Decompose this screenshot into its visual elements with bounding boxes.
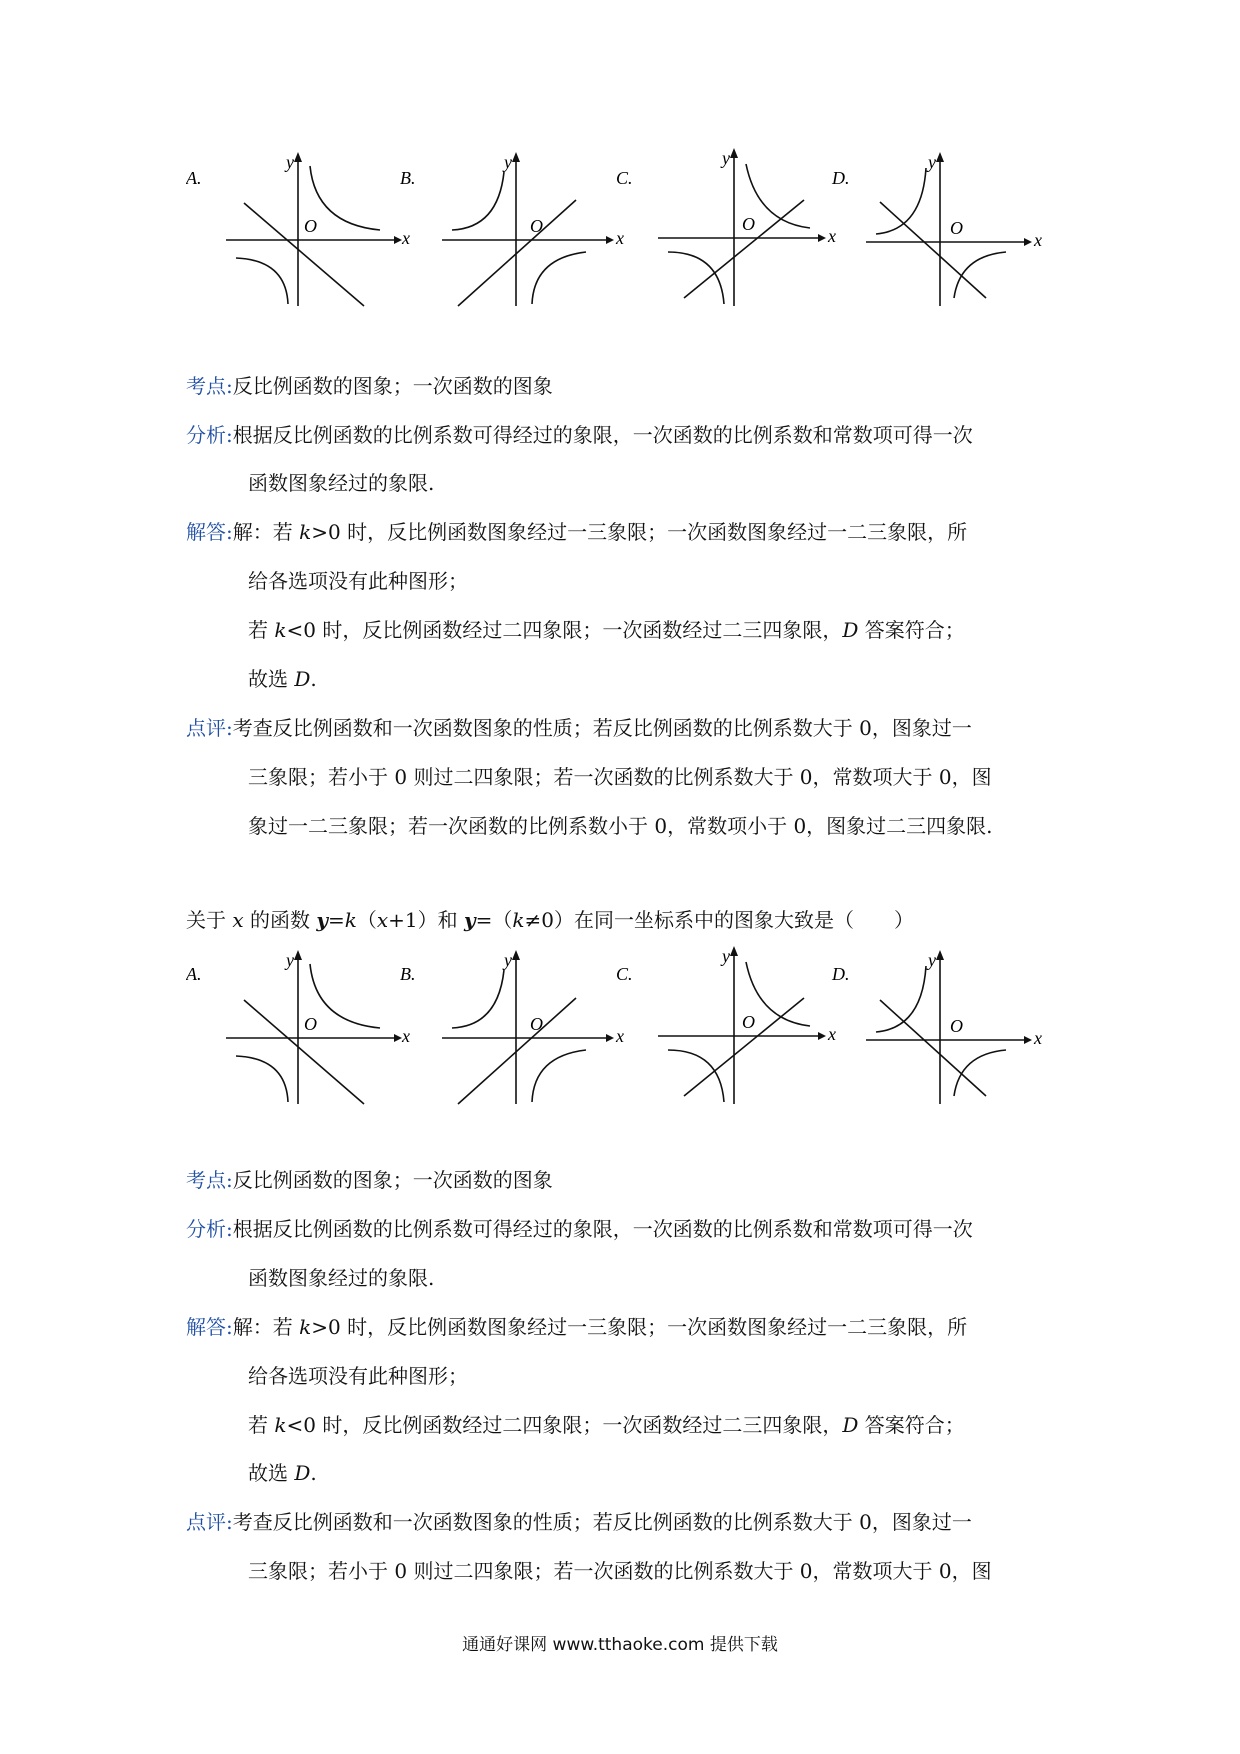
x-axis-label: x <box>1034 230 1042 250</box>
q-text: = <box>327 908 345 932</box>
hyperbola-branch-q3 <box>236 1056 288 1102</box>
hyperbola-branch-q4 <box>954 1050 1006 1096</box>
hyperbola-branch-q1 <box>310 166 380 230</box>
dianping-text-2: 三象限；若小于 0 则过二四象限；若一次函数的比例系数大于 0，常数项大于 0，图 <box>248 1559 992 1583</box>
q-text: +1）和 <box>388 908 464 932</box>
jieda-text: 解：若 <box>232 520 300 544</box>
jieda-text: <0 时，反比例函数经过二四象限；一次函数经过二三四象限， <box>286 1413 843 1437</box>
q-text: 的函数 <box>243 908 317 932</box>
jieda-line-3 <box>248 1411 965 1439</box>
page-footer: 通通好课网 www.tthaoke.com 提供下载 <box>462 1635 778 1655</box>
fenxi-tag: 分析: <box>186 1217 233 1241</box>
jieda-text: 答案符合； <box>858 618 965 642</box>
hyperbola-branch-q4 <box>954 252 1006 298</box>
jieda-text: 故选 <box>248 667 295 691</box>
kaodian-tag: 考点: <box>186 1168 233 1192</box>
q-text: ≠0）在同一坐标系中的图象大致是（ ） <box>524 908 914 932</box>
kaodian-line <box>186 372 553 400</box>
y-axis-label: y <box>286 152 294 172</box>
answer-d: D <box>842 618 859 642</box>
jieda-line-1 <box>186 1313 967 1341</box>
origin-label: O <box>304 1014 317 1034</box>
question-stem <box>186 906 914 934</box>
origin-label: O <box>530 216 543 236</box>
origin-label: O <box>530 1014 543 1034</box>
dianping-text-2: 三象限；若小于 0 则过二四象限；若一次函数的比例系数大于 0，常数项大于 0，图 <box>248 765 992 789</box>
var-k: k <box>274 618 287 642</box>
linear-line <box>880 202 986 298</box>
hyperbola-branch-q2 <box>452 172 504 230</box>
y-axis-label: y <box>722 148 730 168</box>
option-c-letter: C. <box>616 168 633 188</box>
dianping-line-2 <box>248 763 992 791</box>
y-axis-label: y <box>722 946 730 966</box>
hyperbola-branch-q1 <box>310 964 380 1028</box>
option-b-letter: B. <box>400 964 416 984</box>
linear-line <box>458 200 576 306</box>
jieda-text: 故选 <box>248 1461 295 1485</box>
jieda-tag: 解答: <box>186 520 233 544</box>
hyperbola-branch-q4 <box>532 252 586 304</box>
option-c-letter: C. <box>616 964 633 984</box>
x-axis-label: x <box>616 228 624 248</box>
jieda-text: 若 <box>248 1413 275 1437</box>
jieda-text: >0 时，反比例函数图象经过一三象限；一次函数图象经过一二三象限，所 <box>311 520 968 544</box>
hyperbola-branch-q1 <box>746 164 810 228</box>
jieda-text: 给各选项没有此种图形； <box>248 569 468 593</box>
var-x: x <box>232 908 244 932</box>
q-text: =（ <box>475 908 513 932</box>
jieda-text: 给各选项没有此种图形； <box>248 1364 468 1388</box>
fenxi-text-2: 函数图象经过的象限. <box>248 1266 435 1290</box>
fenxi-line-2 <box>248 469 434 497</box>
option-d-graph <box>866 950 1032 1104</box>
dianping-tag: 点评: <box>186 1510 233 1534</box>
origin-label: O <box>950 218 963 238</box>
option-b-graph <box>442 950 614 1104</box>
var-x: x <box>376 908 389 932</box>
y-axis-label: y <box>504 950 512 970</box>
graph-options-svg <box>186 942 1066 1112</box>
fenxi-line-1 <box>186 421 973 449</box>
jieda-text: <0 时，反比例函数经过二四象限；一次函数经过二三四象限， <box>286 618 843 642</box>
kaodian-line <box>186 1166 553 1194</box>
q-text: （ <box>356 908 377 932</box>
jieda-line-4 <box>248 665 317 693</box>
dianping-line-2 <box>248 1557 992 1585</box>
dianping-line-3 <box>248 812 993 840</box>
fenxi-line-2 <box>248 1264 434 1292</box>
dianping-text-1: 考查反比例函数和一次函数图象的性质；若反比例函数的比例系数大于 0，图象过一 <box>232 1510 972 1534</box>
jieda-text: 解：若 <box>232 1315 300 1339</box>
jieda-text: . <box>310 667 317 691</box>
kaodian-tag: 考点: <box>186 374 233 398</box>
dianping-tag: 点评: <box>186 716 233 740</box>
y-axis-label: y <box>928 152 936 172</box>
x-axis-label: x <box>402 1026 410 1046</box>
fenxi-line-1 <box>186 1215 973 1243</box>
answer-d: D <box>842 1413 859 1437</box>
dianping-line-1 <box>186 1508 972 1536</box>
jieda-text: 答案符合； <box>858 1413 965 1437</box>
option-a-letter: A. <box>186 964 202 984</box>
dianping-line-1 <box>186 714 972 742</box>
graph-options-row-1 <box>186 148 1066 318</box>
y-axis-label: y <box>504 152 512 172</box>
hyperbola-branch-q3 <box>668 252 724 304</box>
dianping-text-3: 象过一二三象限；若一次函数的比例系数小于 0，常数项小于 0，图象过二三四象限. <box>248 814 993 838</box>
hyperbola-branch-q3 <box>236 258 288 304</box>
origin-label: O <box>742 214 755 234</box>
option-b-letter: B. <box>400 168 416 188</box>
origin-label: O <box>950 1016 963 1036</box>
x-axis-label: x <box>828 1024 836 1044</box>
var-k: k <box>299 520 312 544</box>
hyperbola-branch-q1 <box>746 962 810 1026</box>
jieda-line-4 <box>248 1459 317 1487</box>
var-y: y <box>464 908 476 932</box>
var-y: y <box>316 908 328 932</box>
fenxi-text-1: 根据反比例函数的比例系数可得经过的象限，一次函数的比例系数和常数项可得一次 <box>232 423 973 447</box>
option-d-letter: D. <box>832 168 850 188</box>
var-k: k <box>344 908 357 932</box>
origin-label: O <box>742 1012 755 1032</box>
hyperbola-branch-q2 <box>876 168 926 234</box>
jieda-line-1 <box>186 518 967 546</box>
option-b-graph <box>442 152 614 306</box>
hyperbola-branch-q2 <box>452 970 504 1028</box>
y-axis-label: y <box>928 950 936 970</box>
jieda-text: 若 <box>248 618 275 642</box>
hyperbola-branch-q3 <box>668 1050 724 1102</box>
linear-line <box>880 1000 986 1096</box>
jieda-line-2 <box>248 567 468 595</box>
graph-options-row-2 <box>186 942 1066 1112</box>
jieda-text: >0 时，反比例函数图象经过一三象限；一次函数图象经过一二三象限，所 <box>311 1315 968 1339</box>
fenxi-text-2: 函数图象经过的象限. <box>248 471 435 495</box>
kaodian-text: 反比例函数的图象；一次函数的图象 <box>232 1168 553 1192</box>
x-axis-label: x <box>402 228 410 248</box>
y-axis-label: y <box>286 950 294 970</box>
dianping-text-1: 考查反比例函数和一次函数图象的性质；若反比例函数的比例系数大于 0，图象过一 <box>232 716 972 740</box>
var-k: k <box>299 1315 312 1339</box>
fenxi-text-1: 根据反比例函数的比例系数可得经过的象限，一次函数的比例系数和常数项可得一次 <box>232 1217 973 1241</box>
x-axis-label: x <box>1034 1028 1042 1048</box>
option-a-letter: A. <box>186 168 202 188</box>
option-d-letter: D. <box>832 964 850 984</box>
jieda-text: . <box>310 1461 317 1485</box>
kaodian-text: 反比例函数的图象；一次函数的图象 <box>232 374 553 398</box>
hyperbola-branch-q4 <box>532 1050 586 1102</box>
jieda-line-3 <box>248 616 965 644</box>
fenxi-tag: 分析: <box>186 423 233 447</box>
origin-label: O <box>304 216 317 236</box>
q-text: 关于 <box>186 908 233 932</box>
x-axis-label: x <box>828 226 836 246</box>
jieda-line-2 <box>248 1362 468 1390</box>
jieda-tag: 解答: <box>186 1315 233 1339</box>
option-d-graph <box>866 152 1032 306</box>
hyperbola-branch-q2 <box>876 966 926 1032</box>
answer-d: D <box>294 667 311 691</box>
linear-line <box>458 998 576 1104</box>
var-k: k <box>512 908 525 932</box>
answer-d: D <box>294 1461 311 1485</box>
var-k: k <box>274 1413 287 1437</box>
graph-options-svg <box>186 148 1066 318</box>
x-axis-label: x <box>616 1026 624 1046</box>
